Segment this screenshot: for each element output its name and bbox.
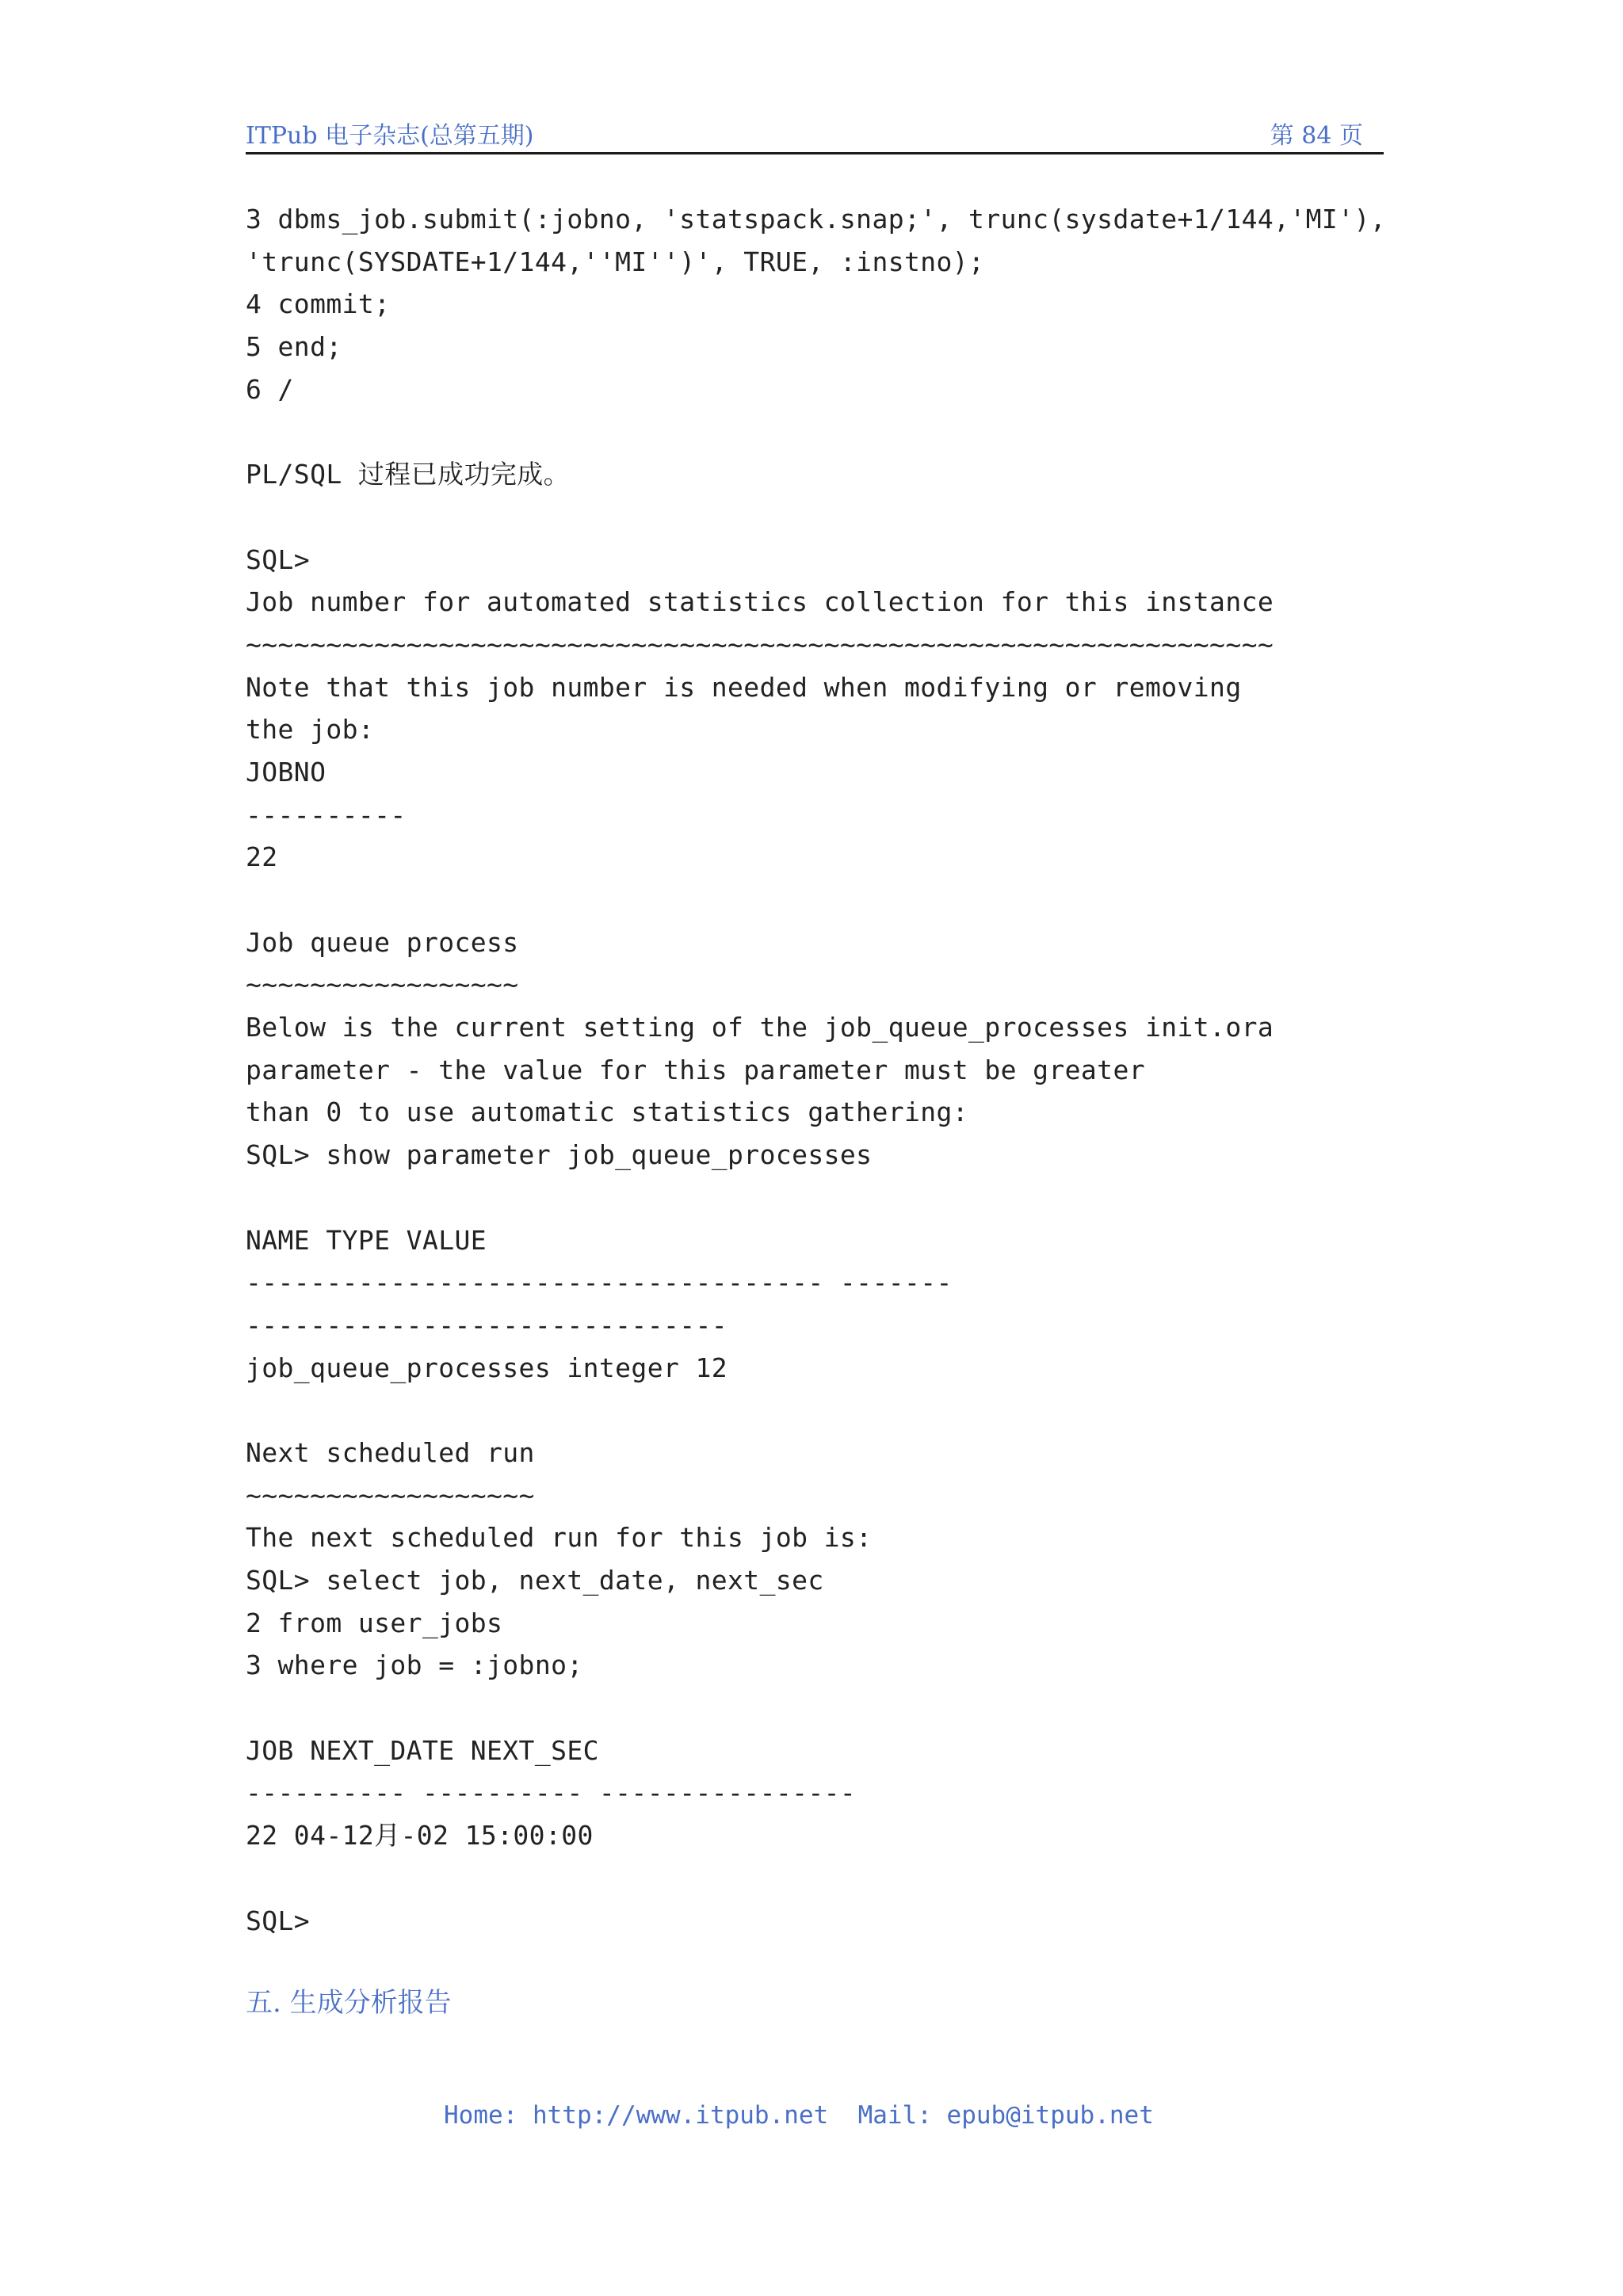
code-line: the job: <box>246 714 375 746</box>
code-line: 2 from user_jobs <box>246 1607 503 1638</box>
code-line: ------------------------------ <box>246 1309 728 1341</box>
page-number: 第 84 页 <box>1270 122 1363 150</box>
code-line <box>246 410 1395 453</box>
code-line: 3 where job = :jobno; <box>246 1650 583 1681</box>
code-line: 4 commit; <box>246 288 391 320</box>
code-line: Below is the current setting of the job_queue_processes init.ora <box>246 1012 1274 1043</box>
code-line: parameter - the value for this parameter must be greater <box>246 1054 1145 1085</box>
code-listing <box>246 198 1395 1942</box>
code-line: PL/SQL 过程已成功完成。 <box>246 459 571 490</box>
code-line: 22 04-12月-02 15:00:00 <box>246 1820 594 1852</box>
code-line: The next scheduled run for this job is: <box>246 1522 873 1554</box>
code-line: ~~~~~~~~~~~~~~~~~~~~~~~~~~~~~~~~~~~~~~~~~~~~~~~~~~~~~~~~~~~~~~~~ <box>246 628 1274 660</box>
code-line: 5 end; <box>246 331 342 363</box>
code-line: Job queue process <box>246 926 519 958</box>
code-line: SQL> select job, next_date, next_sec <box>246 1565 824 1596</box>
code-line: JOBNO <box>246 756 327 788</box>
code-line: NAME TYPE VALUE <box>246 1224 487 1256</box>
code-line: Note that this job number is needed when modifying or removing <box>246 671 1242 703</box>
code-line <box>246 1687 1395 1730</box>
code-line: ---------- ---------- ---------------- <box>246 1777 857 1809</box>
section-heading: 五. 生成分析报告 <box>246 1987 452 2019</box>
code-line: 3 dbms_job.submit(:jobno, 'statspack.snap;', trunc(sysdate+1/144,'MI'), <box>246 204 1387 235</box>
code-line: ---------- <box>246 799 407 830</box>
code-line: ~~~~~~~~~~~~~~~~~ <box>246 969 519 1001</box>
code-line: ~~~~~~~~~~~~~~~~~~ <box>246 1479 535 1511</box>
code-line: Job number for automated statistics collection for this instance <box>246 586 1274 618</box>
code-line: ------------------------------------ ------- <box>246 1267 953 1299</box>
code-line <box>246 879 1395 921</box>
code-line: than 0 to use automatic statistics gathering: <box>246 1097 969 1128</box>
code-line: SQL> <box>246 1905 311 1936</box>
page-footer: Home: http://www.itpub.net Mail: epub@itpub.net <box>444 2101 1154 2130</box>
code-line: JOB NEXT_DATE NEXT_SEC <box>246 1734 599 1766</box>
code-line: SQL> show parameter job_queue_processes <box>246 1139 873 1171</box>
code-line: Next scheduled run <box>246 1436 535 1468</box>
code-line: 6 / <box>246 373 294 405</box>
code-line: SQL> <box>246 543 311 575</box>
page-header <box>246 111 1384 154</box>
code-line <box>246 496 1395 539</box>
code-line <box>246 1177 1395 1219</box>
code-line: job_queue_processes integer 12 <box>246 1352 728 1383</box>
code-line: 'trunc(SYSDATE+1/144,''MI'')', TRUE, :instno); <box>246 246 985 277</box>
code-line <box>246 1389 1395 1432</box>
code-line: 22 <box>246 841 278 873</box>
magazine-title: ITPub 电子杂志(总第五期) <box>246 122 534 150</box>
code-line <box>246 1857 1395 1900</box>
